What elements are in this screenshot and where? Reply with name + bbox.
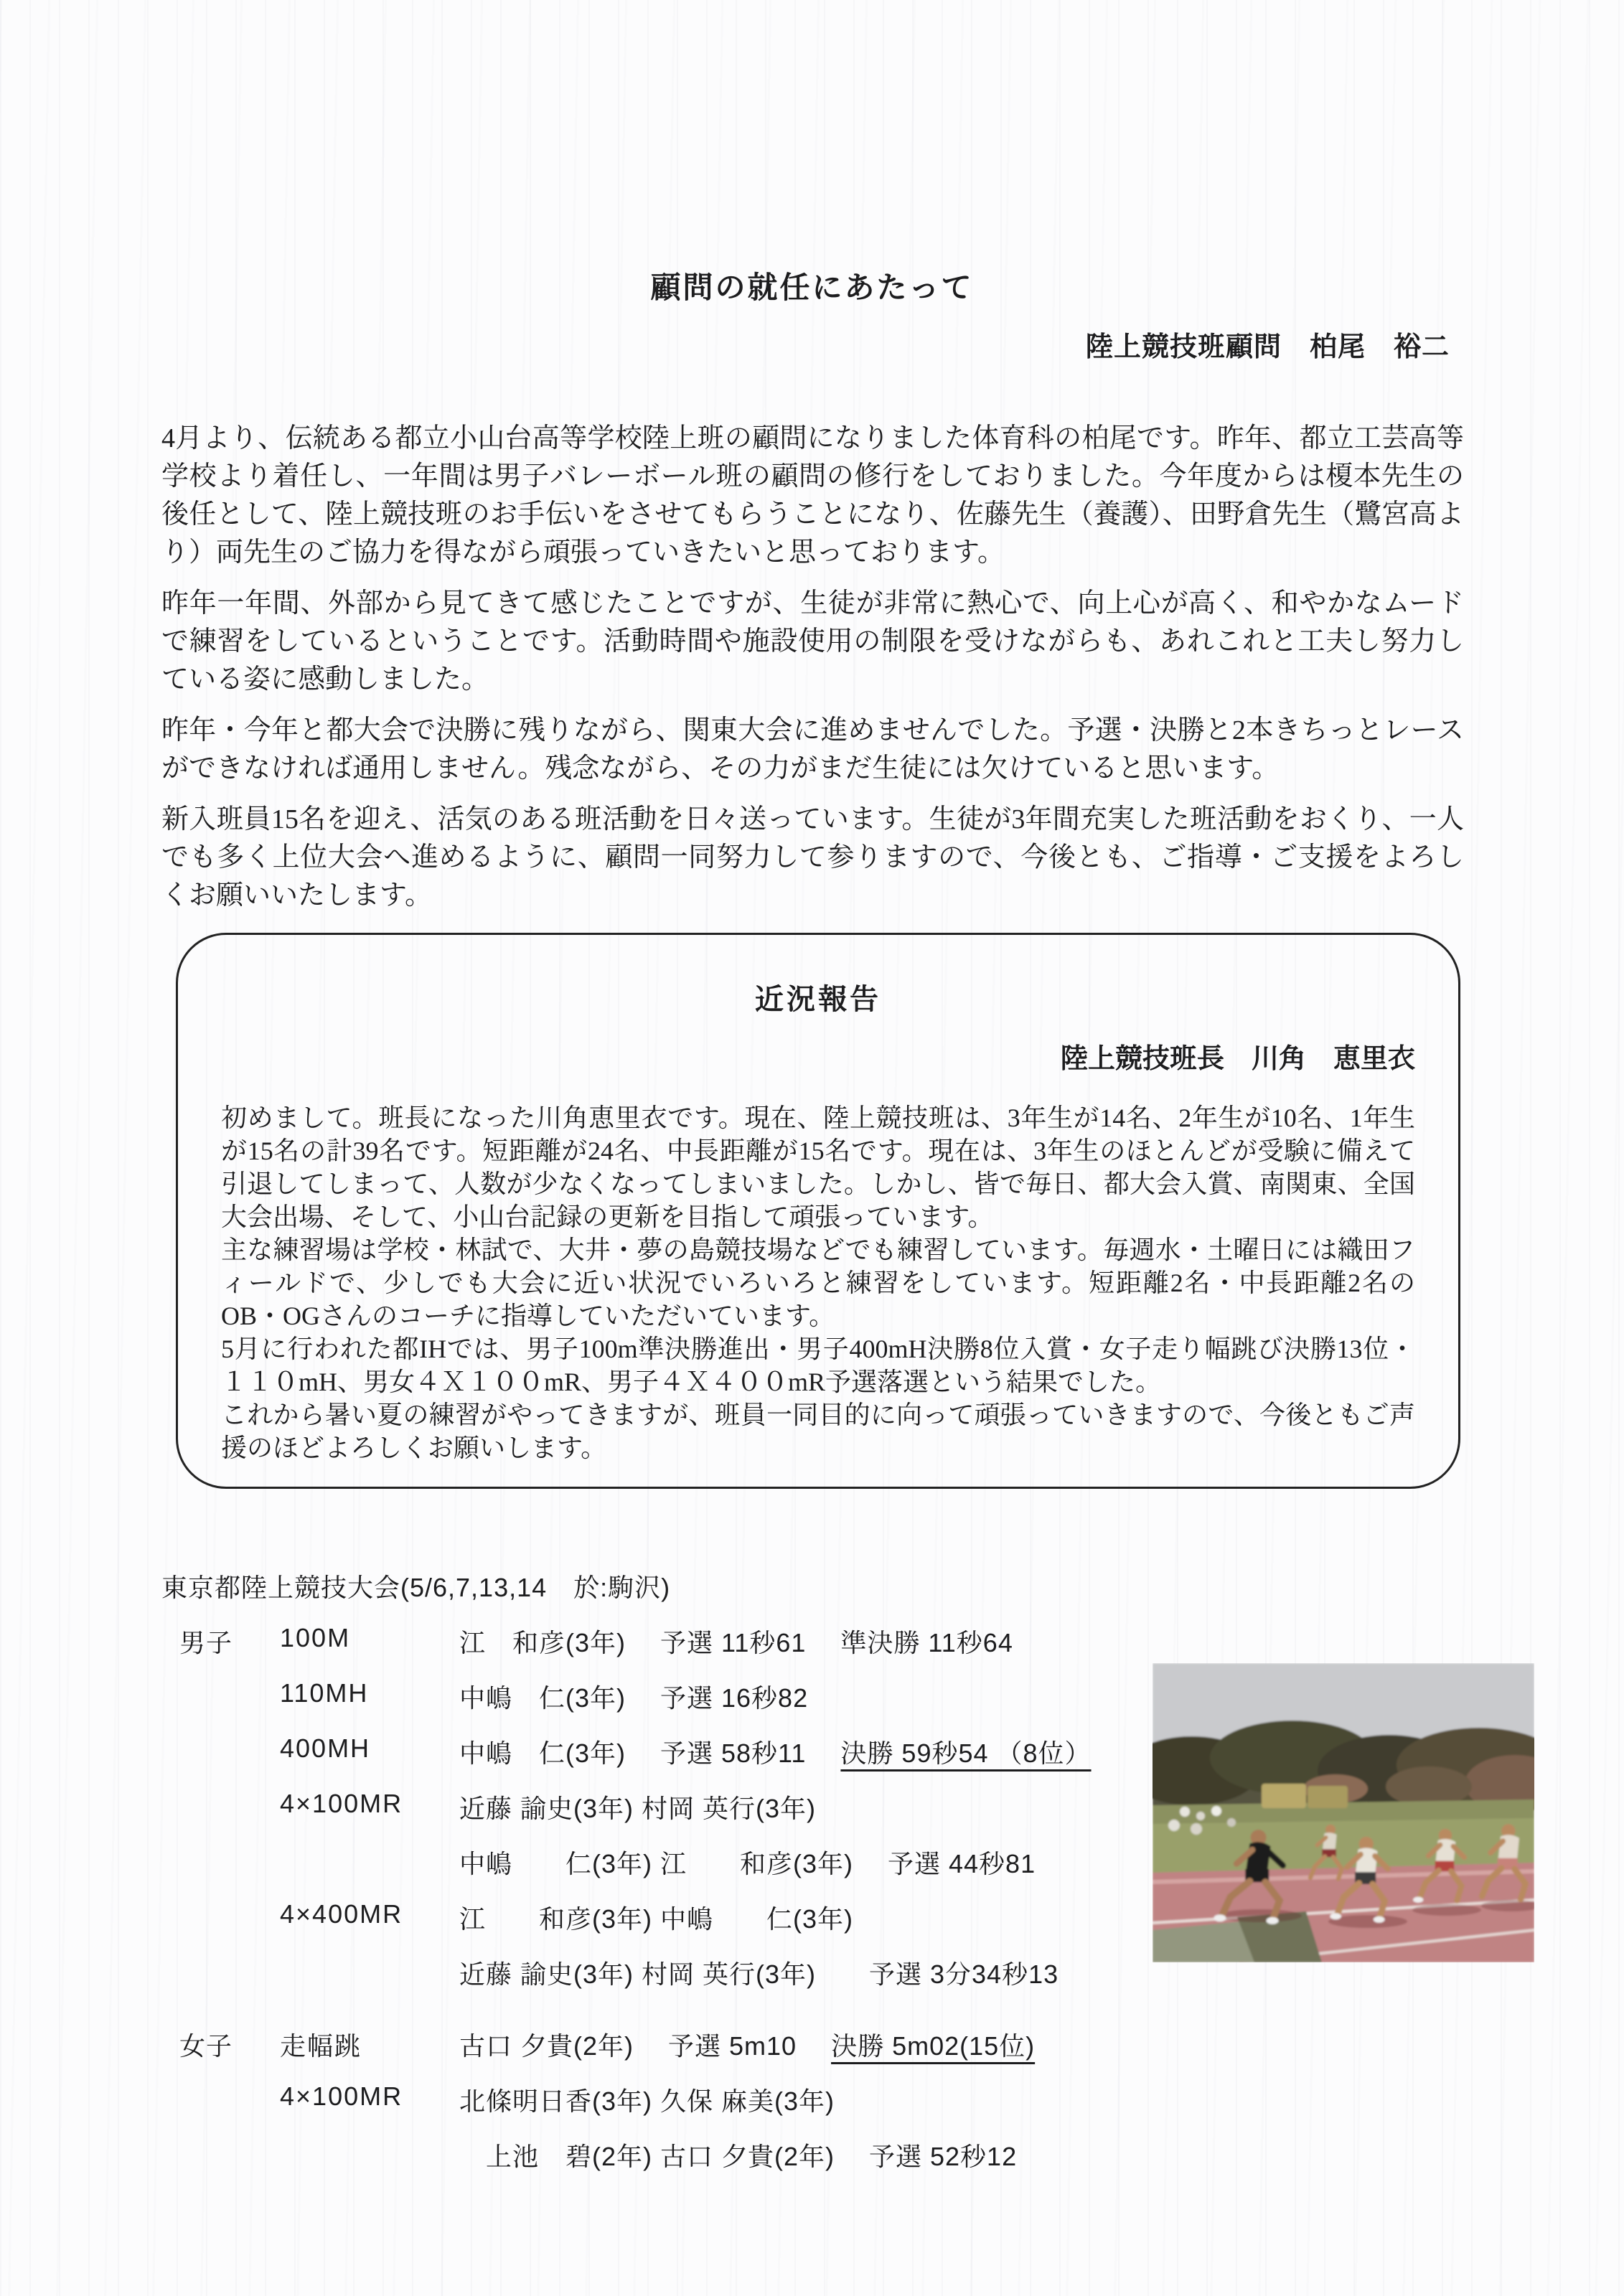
track-race-photo: [1153, 1663, 1534, 1962]
report-body: [221, 1101, 1415, 1464]
result-event: 4×400MR: [280, 1899, 403, 1929]
result-group: 男子: [179, 1628, 233, 1657]
result-detail: 北條明日香(3年) 久保 麻美(3年): [459, 2086, 835, 2116]
status-report-box: [176, 933, 1460, 1489]
document-body: [161, 420, 1464, 928]
result-detail: 中嶋 仁(3年) 江 和彦(3年) 予選 44秒81: [459, 1849, 1036, 1878]
result-detail: 中嶋 仁(3年) 予選 58秒11 決勝 59秒54 （8位）: [459, 1739, 1092, 1768]
report-byline: 陸上競技班長 川角 恵里衣: [1060, 1044, 1415, 1074]
result-group: [179, 1954, 280, 1991]
result-group: [179, 2137, 280, 2173]
paragraph: 主な練習場は学校・林試で、大井・夢の島競技場などでも練習しています。毎週水・土曜日には織田フィールドで、少しでも大会に近い状況でいろいろと練習をしています。短距離2名・中長距離2名のOB・OGさんのコーチに指導していただいています。: [221, 1236, 1415, 1330]
document-title: 顧問の就任にあたって: [650, 270, 974, 304]
result-detail: 上池 碧(2年) 古口 夕貴(2年) 予選 52秒12: [459, 2142, 1018, 2171]
result-event: [280, 2137, 459, 2173]
document-byline: 陸上競技班顧問 柏尾 裕二: [1085, 332, 1450, 362]
paragraph: これから暑い夏の練習がやってきますが、班員一同目的に向って頑張っていきますので、今後ともご声援のほどよろしくお願いします。: [221, 1401, 1415, 1462]
result-event: 110MH: [280, 1678, 369, 1708]
result-event: 100M: [280, 1623, 351, 1652]
paragraph: 昨年・今年と都大会で決勝に残りながら、関東大会に進めませんでした。予選・決勝と2本きちっとレースができなければ通用しません。残念ながら、その力がまだ生徒には欠けていると思います。: [161, 715, 1464, 784]
result-event: 走幅跳: [280, 2031, 362, 2061]
result-row: [179, 2026, 1543, 2063]
result-event: 4×100MR: [280, 2081, 403, 2111]
paragraph: 4月より、伝統ある都立小山台高等学校陸上班の顧問になりました体育科の柏尾です。昨年、都立工芸高等学校より着任し、一年間は男子バレーボール班の顧問の修行をしておりました。今年度からは榎本先生の後任として、陸上競技班のお手伝いをさせてもらうことになり、佐藤先生（養護）、田野倉先生（鷺宮高より）両先生のご協力を得ながら頑張っていきたいと思っております。: [161, 423, 1464, 568]
result-detail: 江 和彦(3年) 中嶋 仁(3年): [459, 1904, 853, 1934]
result-group: [179, 1733, 280, 1770]
result-row: [179, 1623, 1543, 1660]
underlined-result: 決勝 5m02(15位): [831, 2031, 1036, 2061]
underlined-result: 決勝 59秒54 （8位）: [840, 1739, 1092, 1768]
result-event: [280, 1954, 459, 1991]
result-event: 4×100MR: [280, 1789, 403, 1818]
paragraph: 新入班員15名を迎え、活気のある班活動を日々送っています。生徒が3年間充実した班活動をおくり、一人でも多く上位大会へ進めるように、顧問一同努力して参りますので、今後とも、ご指導・ご支援をよろしくお願いいたします。: [161, 804, 1464, 911]
result-row: [179, 2137, 1543, 2173]
result-detail: 中嶋 仁(3年) 予選 16秒82: [459, 1683, 809, 1713]
result-event: 400MH: [280, 1733, 371, 1763]
result-detail: 近藤 諭史(3年) 村岡 英行(3年): [459, 1794, 817, 1823]
result-group: [179, 1899, 280, 1936]
paragraph: 昨年一年間、外部から見てきて感じたことですが、生徒が非常に熱心で、向上心が高く、和やかなムードで練習をしているということです。活動時間や施設使用の制限を受けながらも、あれこれと工夫し努力している姿に感動しました。: [161, 588, 1464, 695]
result-group: [179, 1844, 280, 1881]
result-detail: 古口 夕貴(2年) 予選 5m10 決勝 5m02(15位): [459, 2031, 1036, 2061]
results-heading: 東京都陸上競技大会(5/6,7,13,14 於:駒沢): [161, 1573, 671, 1602]
result-group: 女子: [179, 2031, 233, 2061]
report-title: 近況報告: [755, 984, 881, 1015]
result-row: [179, 2081, 1543, 2118]
result-group: [179, 1789, 280, 1825]
result-group: [179, 2081, 280, 2118]
result-detail: 近藤 諭史(3年) 村岡 英行(3年) 予選 3分34秒13: [459, 1959, 1059, 1989]
result-group: [179, 1678, 280, 1715]
paragraph: 5月に行われた都IHでは、男子100m準決勝進出・男子400mH決勝8位入賞・女子走り幅跳び決勝13位・１１０mH、男女４Ｘ１００mR、男子４Ｘ４００mR予選落選という結果でした。: [221, 1335, 1415, 1396]
result-detail: 江 和彦(3年) 予選 11秒61 準決勝 11秒64: [459, 1628, 1013, 1657]
paragraph: 初めまして。班長になった川角恵里衣です。現在、陸上競技班は、3年生が14名、2年生が10名、1年生が15名の計39名です。短距離が24名、中長距離が15名です。現在は、3年生のほとんどが受験に備えて引退してしまって、人数が少なくなってしまいました。しかし、皆で毎日、都大会入賞、南関東、全国大会出場、そして、小山台記録の更新を目指して頑張っています。: [221, 1104, 1415, 1231]
result-event: [280, 1844, 459, 1881]
